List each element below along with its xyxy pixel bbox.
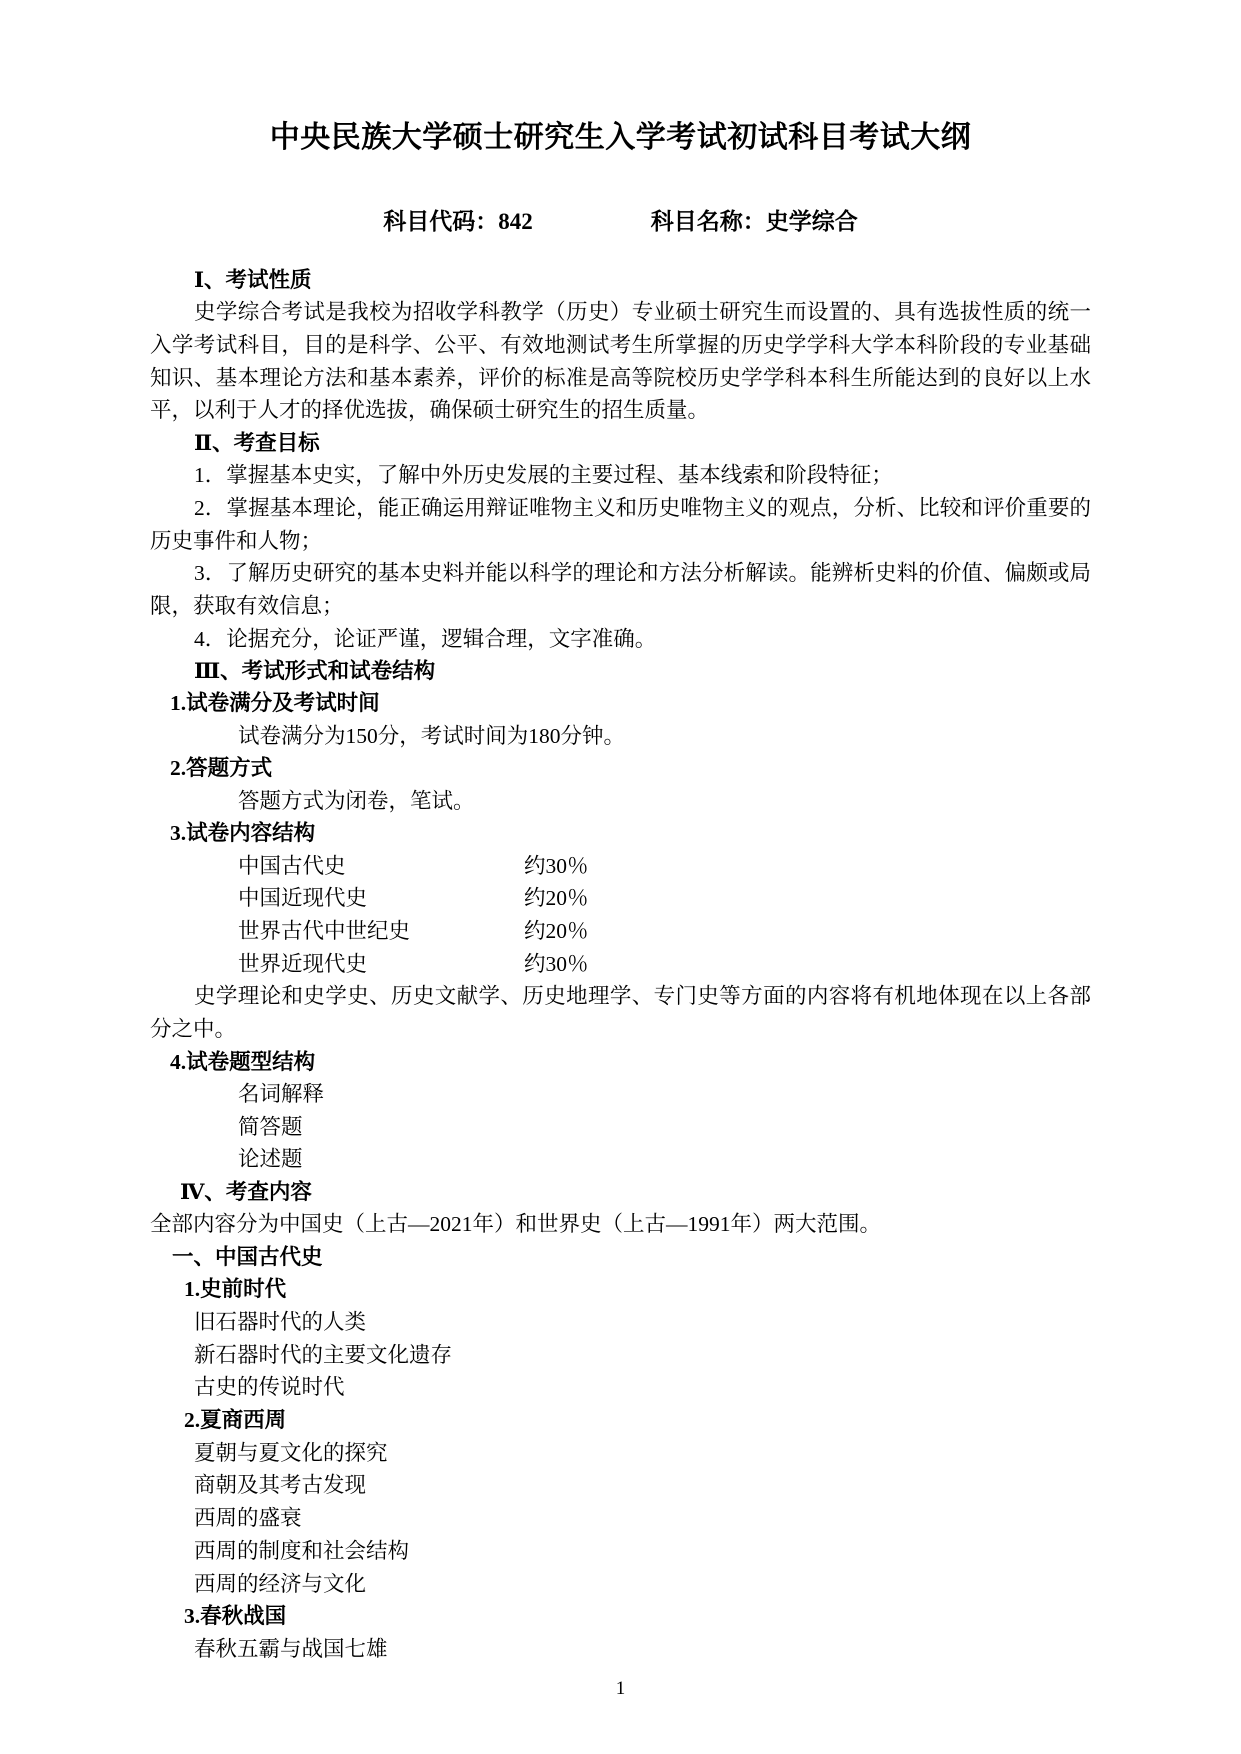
- content-structure-row: [150, 915, 1091, 948]
- section-2-item: 3．了解历史研究的基本史料并能以科学的理论和方法分析解读。能辨析史料的价值、偏颇或局限，获取有效信息；: [150, 561, 1091, 618]
- section-1-heading: Ⅰ、考试性质: [194, 268, 312, 292]
- subject-name: 科目名称：史学综合: [650, 209, 858, 234]
- content-structure-row: [150, 882, 1091, 915]
- outline-chapter-heading: 2.夏商西周: [184, 1408, 287, 1433]
- section-1-paragraph: 史学综合考试是我校为招收学科教学（历史）专业硕士研究生而设置的、具有选拔性质的统一入学考试科目，目的是科学、公平、有效地测试考生所掌握的历史学学科大学本科阶段的专业基础知识、基本理论方法和基本素养，评价的标准是高等院校历史学学科本科生所能达到的良好以上水平，以利于人才的择优选拔，确保硕士研究生的招生质量。: [150, 300, 1091, 423]
- question-type-item: 名词解释: [238, 1081, 325, 1106]
- document-body: [150, 264, 1091, 1666]
- content-structure-note: 史学理论和史学史、历史文献学、历史地理学、专门史等方面的内容将有机地体现在以上各部分之中。: [150, 984, 1091, 1041]
- content-structure-label: 世界近现代史: [238, 951, 368, 976]
- section-3-heading: Ⅲ、考试形式和试卷结构: [194, 659, 436, 684]
- content-structure-row: [150, 850, 1091, 883]
- section-3-sub-1-heading: 1.试卷满分及考试时间: [170, 691, 380, 716]
- content-structure-label: 中国古代史: [238, 853, 346, 878]
- subject-code: 科目代码：842: [383, 209, 533, 234]
- outline-chapter-heading: 3.春秋战国: [184, 1604, 287, 1629]
- content-structure-percent: 约30％: [524, 853, 589, 878]
- content-structure-percent: 约20％: [524, 886, 589, 911]
- outline-topic: 西周的制度和社会结构: [194, 1538, 410, 1563]
- content-structure-label: 世界古代中世纪史: [238, 918, 411, 943]
- outline-topic: 旧石器时代的人类: [194, 1310, 367, 1335]
- outline-topic: 夏朝与夏文化的探究: [194, 1440, 388, 1465]
- content-structure-percent: 约20％: [524, 918, 589, 943]
- section-2-item: 4．论据充分，论证严谨，逻辑合理，文字准确。: [194, 626, 657, 651]
- section-2-item: 1．掌握基本史实，了解中外历史发展的主要过程、基本线索和阶段特征；: [194, 463, 893, 488]
- section-3-sub-4-heading: 4.试卷题型结构: [170, 1049, 316, 1074]
- outline-topic: 西周的经济与文化: [194, 1571, 367, 1596]
- section-3-sub-1-text: 试卷满分为150分，考试时间为180分钟。: [238, 723, 626, 748]
- outline-topic: 商朝及其考古发现: [194, 1473, 367, 1498]
- content-structure-row: [150, 948, 1091, 981]
- outline-chapter-heading: 1.史前时代: [184, 1277, 287, 1302]
- section-4-scope: 全部内容分为中国史（上古—2021年）和世界史（上古—1991年）两大范围。: [150, 1212, 882, 1237]
- page-number: 1: [615, 1678, 626, 1699]
- section-2-item: 2．掌握基本理论，能正确运用辩证唯物主义和历史唯物主义的观点，分析、比较和评价重要的历史事件和人物；: [150, 495, 1091, 553]
- outline-topic: 春秋五霸与战国七雄: [194, 1636, 388, 1661]
- section-2-heading: Ⅱ、考查目标: [194, 430, 320, 455]
- section-3-sub-2-heading: 2.答题方式: [170, 756, 273, 781]
- content-structure-percent: 约30％: [524, 951, 589, 976]
- outline-topic: 古史的传说时代: [194, 1375, 345, 1400]
- subject-header: [150, 203, 1091, 236]
- outline-part-heading: 一、中国古代史: [172, 1244, 323, 1269]
- section-3-sub-3-heading: 3.试卷内容结构: [170, 821, 316, 846]
- page-title: 中央民族大学硕士研究生入学考试初试科目考试大纲: [269, 121, 972, 154]
- question-type-item: 论述题: [238, 1147, 303, 1172]
- section-4-heading: Ⅳ、考查内容: [180, 1179, 312, 1204]
- outline-topic: 西周的盛衰: [194, 1506, 302, 1531]
- question-type-item: 简答题: [238, 1114, 303, 1139]
- section-3-sub-2-text: 答题方式为闭卷，笔试。: [238, 788, 475, 813]
- outline-topic: 新石器时代的主要文化遗存: [194, 1342, 453, 1367]
- content-structure-label: 中国近现代史: [238, 886, 368, 911]
